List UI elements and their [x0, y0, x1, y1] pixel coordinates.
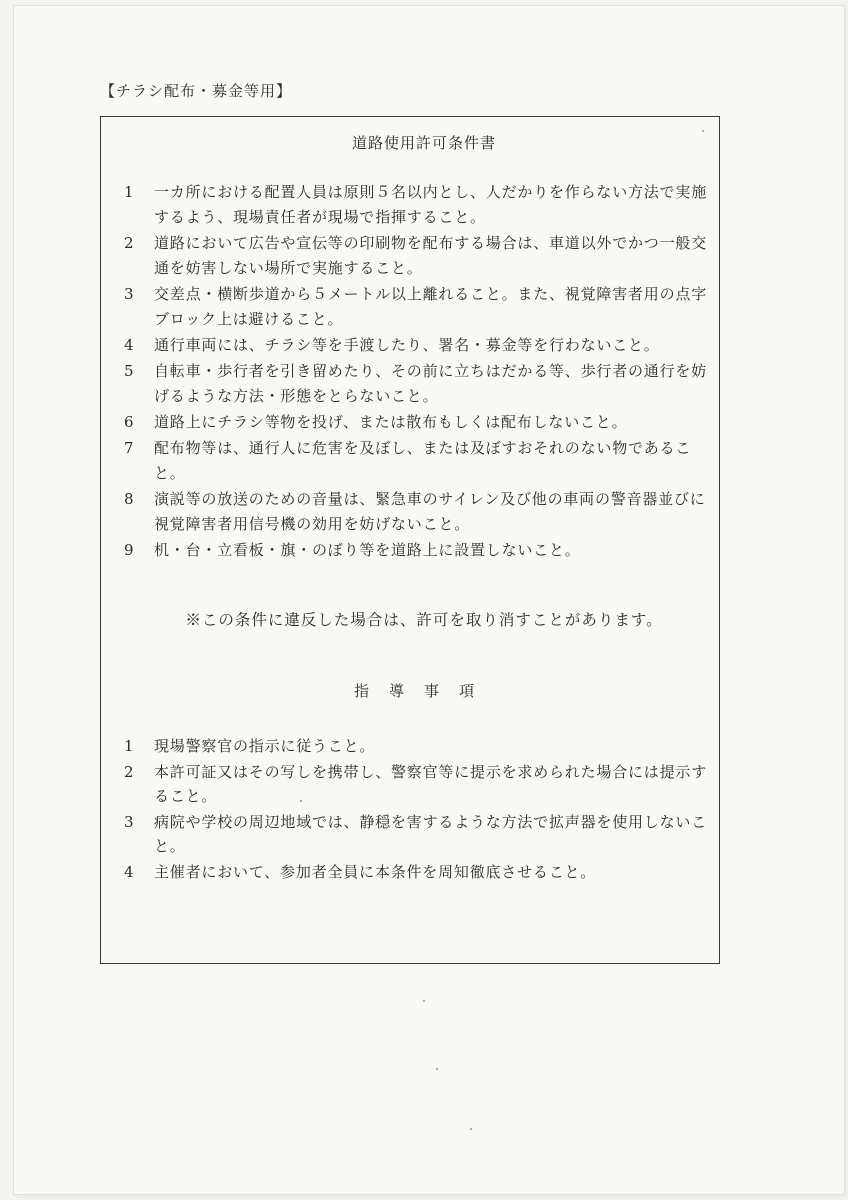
condition-item-3: [124, 282, 714, 332]
condition-item-5: [124, 359, 714, 409]
guidance-item-1: [124, 734, 714, 758]
condition-text: 交差点・横断歩道から５メートル以上離れること。また、視覚障害者用の点字ブロック上は避けること。: [154, 285, 708, 328]
document-title: 道路使用許可条件書: [351, 134, 496, 152]
guidance-text: 病院や学校の周辺地域では、静穏を害するような方法で拡声器を使用しないこと。: [154, 813, 708, 855]
guidance-text: 現場警察官の指示に従うこと。: [154, 737, 376, 755]
condition-text: 机・台・立看板・旗・のぼり等を道路上に設置しないこと。: [154, 541, 581, 559]
guidance-item-2: [124, 760, 714, 808]
condition-text: 配布物等は、通行人に危害を及ぼし、または及ぼすおそれのない物であること。: [154, 439, 692, 482]
scan-speck: [423, 1000, 425, 1002]
scan-speck: [436, 1068, 438, 1070]
guidance-item-4: [124, 860, 714, 884]
scan-speck: [300, 800, 302, 802]
condition-number: 3: [124, 285, 135, 303]
condition-text: 通行車両には、チラシ等を手渡したり、署名・募金等を行わないこと。: [154, 336, 660, 354]
scan-speck: [702, 130, 704, 132]
condition-number: 9: [124, 541, 135, 559]
condition-number: 1: [124, 183, 135, 201]
condition-number: 5: [124, 362, 135, 380]
scan-speck: [470, 1128, 472, 1130]
condition-item-4: [124, 333, 714, 358]
condition-number: 8: [124, 490, 135, 508]
condition-text: 自転車・歩行者を引き留めたり、その前に立ちはだかる等、歩行者の通行を妨げるような方法・形態をとらないこと。: [154, 362, 708, 405]
guidance-list: [124, 734, 714, 886]
violation-warning: ※この条件に違反した場合は、許可を取り消すことがあります。: [185, 611, 663, 629]
condition-text: 演説等の放送のための音量は、緊急車のサイレン及び他の車両の警音器並びに視覚障害者用信号機の効用を妨げないこと。: [154, 490, 706, 533]
guidance-title: 指導事項: [353, 682, 494, 700]
condition-item-8: [124, 487, 714, 537]
condition-item-9: [124, 538, 714, 563]
condition-item-7: [124, 436, 714, 486]
guidance-item-3: [124, 810, 714, 858]
condition-text: 一カ所における配置人員は原則５名以内とし、人だかりを作らない方法で実施するよう、現場責任者が現場で指揮すること。: [154, 183, 708, 226]
guidance-number: 1: [124, 737, 135, 755]
guidance-number: 3: [124, 813, 135, 831]
guidance-number: 4: [124, 863, 135, 881]
condition-text: 道路において広告や宣伝等の印刷物を配布する場合は、車道以外でかつ一般交通を妨害しない場所で実施すること。: [154, 234, 708, 277]
condition-item-2: [124, 231, 714, 281]
condition-number: 7: [124, 439, 135, 457]
condition-number: 4: [124, 336, 135, 354]
condition-item-6: [124, 410, 714, 435]
condition-text: 道路上にチラシ等物を投げ、または散布もしくは配布しないこと。: [154, 413, 628, 431]
condition-number: 6: [124, 413, 135, 431]
document-category-tag: 【チラシ配布・募金等用】: [100, 82, 293, 100]
guidance-text: 主催者において、参加者全員に本条件を周知徹底させること。: [154, 863, 597, 881]
condition-item-1: [124, 180, 714, 230]
condition-number: 2: [124, 234, 135, 252]
conditions-list: [124, 180, 714, 564]
guidance-text: 本許可証又はその写しを携帯し、警察官等に提示を求められた場合には提示すること。: [154, 763, 708, 805]
guidance-number: 2: [124, 763, 135, 781]
